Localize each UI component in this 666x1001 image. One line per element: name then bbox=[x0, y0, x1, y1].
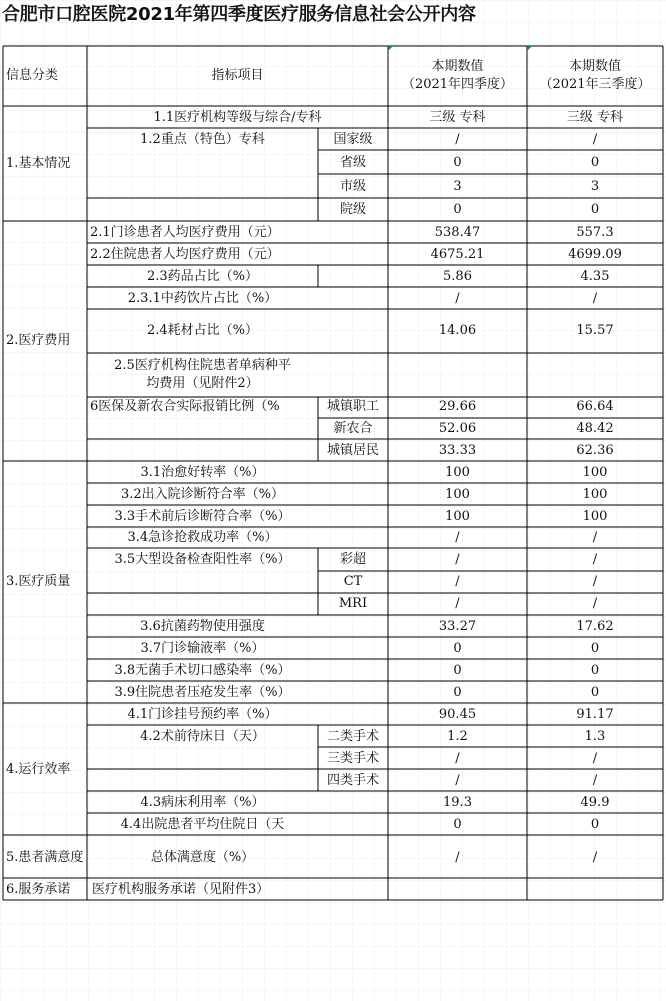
header-category: 信息分类 bbox=[6, 68, 59, 83]
indicator-label: 2.3.1中药饮片占比（%） bbox=[127, 291, 278, 306]
value-q3: 0 bbox=[590, 155, 600, 170]
group-medical-quality: 3.医疗质量 bbox=[6, 574, 71, 589]
value-q4: 33.33 bbox=[438, 443, 477, 458]
sub-label: 省级 bbox=[339, 155, 366, 170]
value-q4: / bbox=[455, 574, 460, 589]
indicator-label: 4.4出院患者平均住院日（天 bbox=[120, 817, 285, 832]
header-q3-period: （2021年三季度） bbox=[539, 77, 651, 92]
header-q4-label: 本期数值 bbox=[431, 59, 484, 74]
value-q4: 29.66 bbox=[438, 399, 477, 414]
value-q3: 15.57 bbox=[576, 323, 614, 338]
indicator-label: 4.3病床利用率（%） bbox=[140, 795, 265, 810]
page-title: 合肥市口腔医院2021年第四季度医疗服务信息社会公开内容 bbox=[2, 4, 476, 25]
value-q3: 49.9 bbox=[580, 795, 610, 810]
value-q4: 19.3 bbox=[443, 795, 472, 810]
indicator-label: 2.3药品占比（%） bbox=[146, 269, 259, 284]
value-q4: 0 bbox=[453, 685, 462, 700]
indicator-label: 4.1门诊挂号预约率（%） bbox=[127, 707, 278, 722]
header-q3-label: 本期数值 bbox=[568, 59, 621, 74]
sub-label: 新农合 bbox=[333, 421, 373, 436]
value-q4: 100 bbox=[445, 487, 470, 502]
indicator-label: 3.6抗菌药物使用强度 bbox=[140, 619, 265, 634]
value-q4: / bbox=[455, 751, 460, 766]
value-q4: / bbox=[455, 850, 460, 865]
value-q4: 0 bbox=[453, 155, 462, 170]
indicator-label: 1.1医疗机构等级与综合/专科 bbox=[153, 110, 322, 125]
value-q4: 52.06 bbox=[438, 421, 477, 436]
value-q4: 4675.21 bbox=[430, 247, 485, 262]
group-patient-satisfaction: 5.患者满意度 bbox=[6, 850, 84, 865]
value-q4: / bbox=[455, 552, 460, 567]
indicator-label: 2.2住院患者人均医疗费用（元） bbox=[90, 247, 280, 262]
value-q4: 33.27 bbox=[438, 619, 477, 634]
value-q3: / bbox=[592, 596, 598, 611]
value-q3: 0 bbox=[590, 641, 600, 656]
value-q3: / bbox=[592, 751, 598, 766]
sub-label: 国家级 bbox=[333, 132, 373, 147]
header-indicator: 指标项目 bbox=[211, 68, 264, 83]
indicator-label: 3.9住院患者压疮发生率（%） bbox=[114, 685, 291, 700]
value-q3: 1.3 bbox=[584, 729, 606, 744]
indicator-label: 3.5大型设备检查阳性率（%） bbox=[114, 552, 291, 567]
indicator-label: 1.2重点（特色）专科 bbox=[140, 132, 265, 147]
value-q3: / bbox=[592, 291, 598, 306]
indicator-label: 3.1治愈好转率（%） bbox=[140, 465, 265, 480]
value-q3: 91.17 bbox=[576, 707, 614, 722]
value-q3: 557.3 bbox=[576, 225, 614, 240]
value-q4: / bbox=[455, 132, 460, 147]
indicator-label: 2.4耗材占比（%） bbox=[146, 323, 259, 338]
value-q4: 90.45 bbox=[438, 707, 477, 722]
indicator-label: 3.3手术前后诊断符合率（%） bbox=[114, 509, 291, 524]
value-q4: 14.06 bbox=[438, 323, 477, 338]
value-q3: / bbox=[592, 850, 598, 865]
sub-label: 三类手术 bbox=[326, 751, 379, 766]
group-basic-info: 1.基本情况 bbox=[6, 156, 71, 171]
value-q3: 0 bbox=[590, 202, 600, 217]
indicator-label: 3.4急诊抢救成功率（%） bbox=[127, 530, 278, 545]
value-q4: 100 bbox=[445, 465, 470, 480]
value-q4: 3 bbox=[453, 179, 462, 194]
group-medical-cost: 2.医疗费用 bbox=[6, 333, 71, 348]
value-q3: 48.42 bbox=[576, 421, 614, 436]
comment-marker-icon bbox=[388, 46, 393, 51]
value-q4: / bbox=[455, 530, 460, 545]
indicator-label: 总体满意度（%） bbox=[150, 850, 255, 865]
value-q3: / bbox=[592, 552, 598, 567]
value-q3: 100 bbox=[582, 509, 608, 524]
value-q3: 100 bbox=[582, 465, 608, 480]
value-q4: 0 bbox=[453, 641, 462, 656]
value-q3: 4.35 bbox=[580, 269, 610, 284]
indicator-label: 6医保及新农合实际报销比例（% bbox=[90, 399, 280, 414]
value-q4: 三级 专科 bbox=[429, 110, 486, 125]
value-q4: 538.47 bbox=[434, 225, 481, 240]
value-q4: / bbox=[455, 291, 460, 306]
value-q3: 0 bbox=[590, 663, 600, 678]
indicator-label: 2.5医疗机构住院患者单病种平 bbox=[114, 358, 291, 373]
sub-label: 二类手术 bbox=[326, 729, 379, 744]
group-operating-efficiency: 4.运行效率 bbox=[6, 762, 71, 777]
value-q3: / bbox=[592, 773, 598, 788]
indicator-label: 医疗机构服务承诺（见附件3） bbox=[92, 882, 270, 897]
value-q4: 1.2 bbox=[447, 729, 468, 744]
value-q3: / bbox=[592, 530, 598, 545]
value-q3: 66.64 bbox=[576, 399, 614, 414]
group-service-commitment: 6.服务承诺 bbox=[6, 882, 71, 897]
value-q3: / bbox=[592, 574, 598, 589]
sub-label: 市级 bbox=[339, 179, 366, 194]
value-q3: 0 bbox=[590, 817, 600, 832]
sub-label: 院级 bbox=[339, 202, 366, 217]
comment-marker-icon bbox=[527, 46, 532, 51]
value-q3: 0 bbox=[590, 685, 600, 700]
value-q4: / bbox=[455, 596, 460, 611]
indicator-label: 2.1门诊患者人均医疗费用（元） bbox=[90, 225, 280, 240]
value-q4: 5.86 bbox=[443, 269, 472, 284]
indicator-label: 3.7门诊输液率（%） bbox=[140, 641, 265, 656]
header-q4-period: （2021年四季度） bbox=[401, 77, 514, 92]
indicator-label: 均费用（见附件2） bbox=[146, 376, 259, 391]
indicator-label: 3.2出入院诊断符合率（%） bbox=[120, 487, 285, 502]
indicator-label: 3.8无菌手术切口感染率（%） bbox=[114, 663, 291, 678]
sub-label: CT bbox=[343, 574, 363, 589]
value-q4: 0 bbox=[453, 663, 462, 678]
value-q3: 62.36 bbox=[576, 443, 614, 458]
value-q3: 100 bbox=[582, 487, 608, 502]
sub-label: 城镇居民 bbox=[326, 443, 379, 458]
value-q3: 17.62 bbox=[576, 619, 614, 634]
value-q3: 3 bbox=[590, 179, 600, 194]
sub-label: MRI bbox=[338, 596, 368, 611]
value-q4: 0 bbox=[453, 202, 462, 217]
value-q4: 0 bbox=[453, 817, 462, 832]
indicator-label: 4.2术前待床日（天） bbox=[140, 729, 265, 744]
value-q4: 100 bbox=[445, 509, 470, 524]
value-q3: 三级 专科 bbox=[566, 110, 624, 125]
value-q3: / bbox=[592, 132, 598, 147]
value-q4: / bbox=[455, 773, 460, 788]
sub-label: 四类手术 bbox=[326, 773, 379, 788]
value-q3: 4699.09 bbox=[568, 247, 622, 262]
sub-label: 城镇职工 bbox=[326, 399, 379, 414]
sub-label: 彩超 bbox=[339, 552, 366, 567]
